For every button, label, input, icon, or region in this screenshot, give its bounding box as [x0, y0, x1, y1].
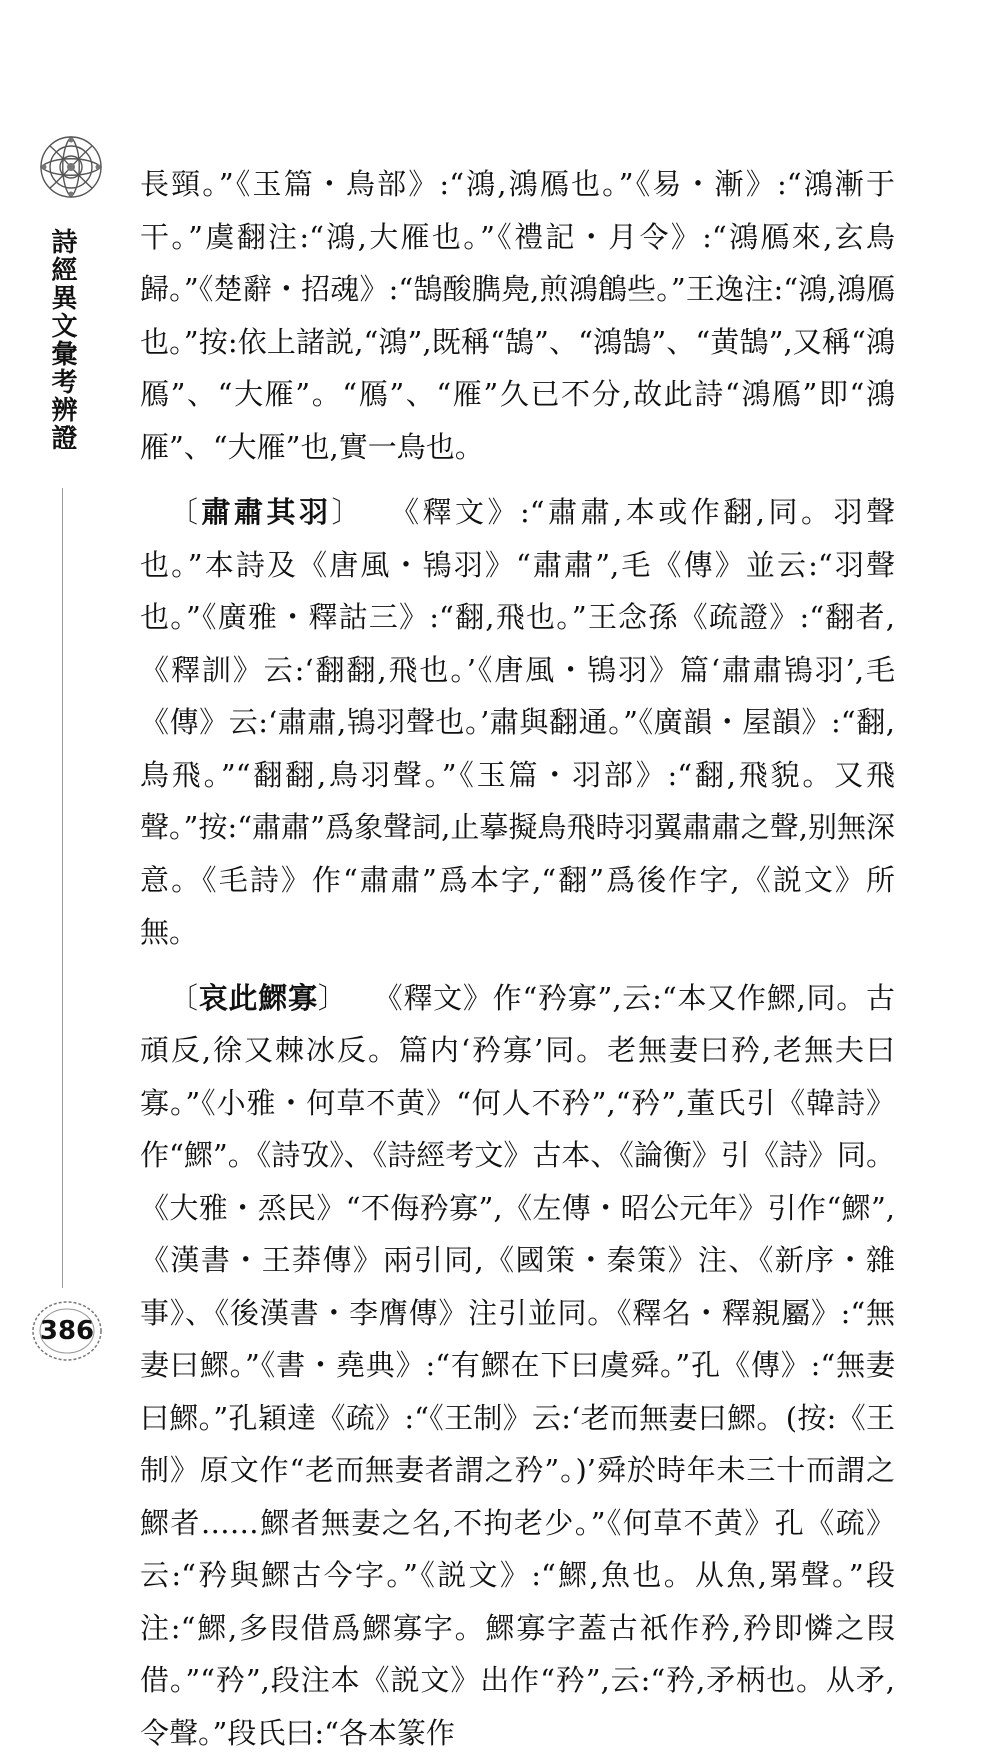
page-number-badge: [28, 1296, 106, 1366]
margin-rule: [62, 488, 63, 1288]
paragraph-continuation: 長頸。”《玉篇・鳥部》:“鴻,鴻鴈也。”《易・漸》:“鴻漸于干。”虞翻注:“鴻,大雁也。”《禮記・月令》:“鴻鴈來,玄鳥歸。”《楚辭・招魂》:“鵠酸臇鳧,煎鴻鶬些。”王逸注:“鴻,鴻鴈也。”按:依上諸説,“鴻”,既稱“鵠”、“鴻鵠”、“黄鵠”,又稱“鴻鴈”、“大雁”。“鴈”、“雁”久已不分,故此詩“鴻鴈”即“鴻雁”、“大雁”也,實一鳥也。: [140, 158, 895, 473]
page-number: 386: [28, 1296, 106, 1366]
floral-ornament-icon: [30, 128, 112, 206]
entry-text: 《釋文》:“肅肅,本或作翻,同。羽聲也。”本詩及《唐風・鴇羽》“肅肅”,毛《傳》並云:“羽聲也。”《廣雅・釋詁三》:“翻,飛也。”王念孫《疏證》:“翻者,《釋訓》云:‘翻翻,飛也。’《唐風・鴇羽》篇‘肅肅鴇羽’,毛《傳》云:‘肅肅,鴇羽聲也。’肅與翻通。”《廣韻・屋韻》:“翻,鳥飛。”“翻翻,鳥羽聲。”《玉篇・羽部》:“翻,飛貌。又飛聲。”按:“肅肅”爲象聲詞,止摹擬鳥飛時羽翼肅肅之聲,别無深意。《毛詩》作“肅肅”爲本字,“翻”爲後作字,《説文》所無。: [140, 495, 895, 949]
entry-paragraph: [140, 486, 895, 959]
lemma: 哀此鰥寡: [199, 981, 318, 1015]
entry-paragraph: [140, 972, 895, 1759]
running-title: 詩經異文彙考辨證: [42, 228, 82, 452]
lemma-heading: 〔肅肅其羽〕: [169, 495, 364, 529]
entry-text: 《釋文》作“矜寡”,云:“本又作鰥,同。古頑反,徐又棘冰反。篇内‘矜寡’同。老無妻曰矜,老無夫曰寡。”《小雅・何草不黄》“何人不矜”,“矜”,董氏引《韓詩》作“鰥”。《詩攷》、《詩經考文》古本、《論衡》引《詩》同。《大雅・烝民》“不侮矜寡”,《左傳・昭公元年》引作“鰥”,《漢書・王莽傳》兩引同,《國策・秦策》注、《新序・雜事》、《後漢書・李膺傳》注引並同。《釋名・釋親屬》:“無妻曰鰥。”《書・堯典》:“有鰥在下曰虞舜。”孔《傳》:“無妻曰鰥。”孔穎達《疏》:“《王制》云:‘老而無妻曰鰥。(按:《王制》原文作“老而無妻者謂之矜”。)’舜於時年未三十而謂之鰥者……鰥者無妻之名,不拘老少。”《何草不黄》孔《疏》云:“矜與鰥古今字。”《説文》:“鰥,魚也。从魚,罤聲。”段注:“鰥,多叚借爲鰥寡字。鰥寡字蓋古祇作矜,矜即憐之叚借。”“矜”,段注本《説文》出作“矜”,云:“矜,矛柄也。从矛,令聲。”段氏曰:“各本篆作: [140, 981, 895, 1750]
main-text: [140, 158, 895, 1759]
lemma-heading: 〔哀此鰥寡〕: [169, 981, 348, 1015]
lemma: 肅肅其羽: [202, 495, 332, 529]
